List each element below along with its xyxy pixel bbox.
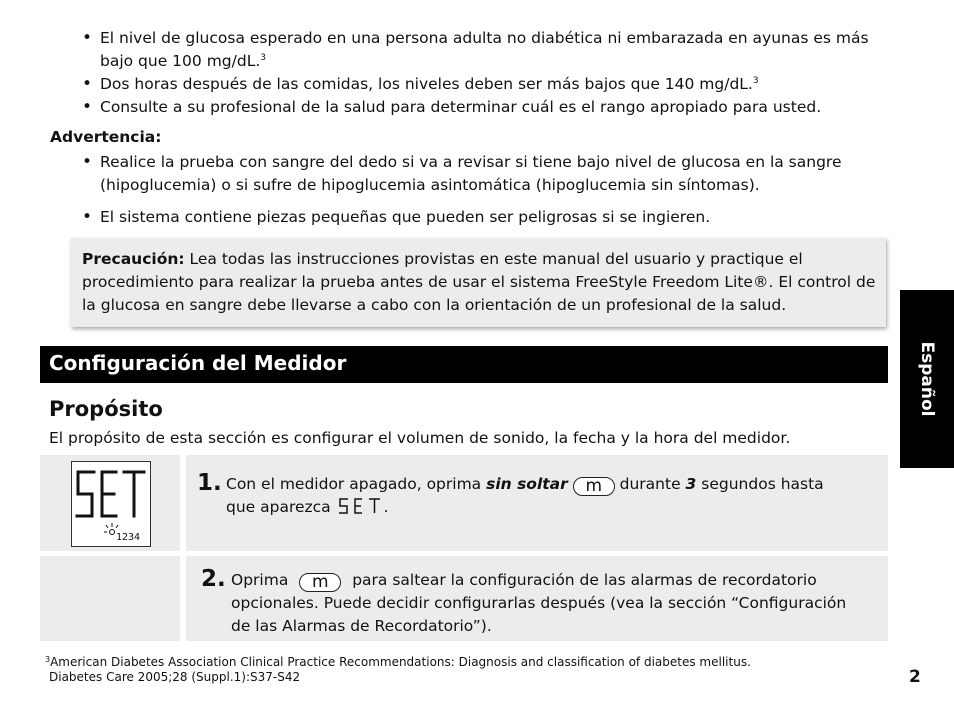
- bullet-item: • El nivel de glucosa esperado en una persona adulta no diabética ni embarazada en ayunas es más bajo que 100 mg/dL.$^3$: [77, 27, 887, 73]
- meter-display: [71, 461, 151, 547]
- bullet-item: • Consulte a su profesional de la salud para determinar cuál es el rango apropiado para usted.: [77, 96, 887, 119]
- purpose-text: El propósito de esta sección es configurar el volumen de sonido, la fecha y la hora del medidor.: [49, 429, 791, 447]
- warning-list-2: [77, 206, 887, 229]
- footnote: $^3$American Diabetes Association Clinical Practice Recommendations: Diagnosis and classification of diabetes mellitus. Diabetes Care 2005;28 (Suppl.1):S37-S42: [45, 655, 751, 684]
- step2-number: 2.: [201, 566, 226, 592]
- warning-item: • Realice la prueba con sangre del dedo si va a revisar si tiene bajo nivel de glucosa en la sangre (hipoglucemia) o si sufre de hipoglucemia asintomática (hipoglucemia sin síntomas).: [77, 151, 887, 197]
- section-title: Configuración del Medidor: [49, 351, 347, 375]
- step2-image-cell: [40, 556, 180, 641]
- warning-list: [77, 151, 887, 197]
- m-button-icon: m: [573, 477, 615, 496]
- language-tab: [900, 290, 954, 468]
- page-number: 2: [909, 667, 921, 687]
- m-button-icon: m: [299, 573, 341, 592]
- step1-number: 1.: [197, 470, 222, 496]
- section-header: [40, 346, 888, 383]
- purpose-title: Propósito: [49, 397, 163, 421]
- caution-label: Precaución:: [82, 250, 185, 268]
- language-tab-label: Español: [917, 341, 937, 417]
- caution-text: Lea todas las instrucciones provistas en este manual del usuario y practique el procedimiento para realizar la prueba antes de usar el sistema FreeStyle Freedom Lite®. El control de la glucosa en sangre debe llevarse a cabo con la orientación de un profesional de la salud.: [82, 250, 876, 314]
- display-digits: 1234: [116, 532, 141, 543]
- caution-box: [71, 238, 886, 327]
- set-display-icon: [72, 462, 150, 546]
- bullet-item: • Dos horas después de las comidas, los niveles deben ser más bajos que 140 mg/dL.$^3$: [77, 73, 887, 96]
- bullets-top: [77, 27, 887, 119]
- set-glyph-icon: [336, 497, 384, 515]
- warning-label: Advertencia:: [50, 128, 162, 146]
- step1-text: Con el medidor apagado, oprima sin soltar m durante 3 segundos hasta que aparezca .: [226, 475, 824, 516]
- warning-item: • El sistema contiene piezas pequeñas que pueden ser peligrosas si se ingieren.: [77, 206, 887, 229]
- step2-text: Oprima m para saltear la configuración de las alarmas de recordatorio opcionales. Puede decidir configurarlas después (vea la sección “Configuración de las Alarmas de Recordatorio”).: [231, 571, 847, 635]
